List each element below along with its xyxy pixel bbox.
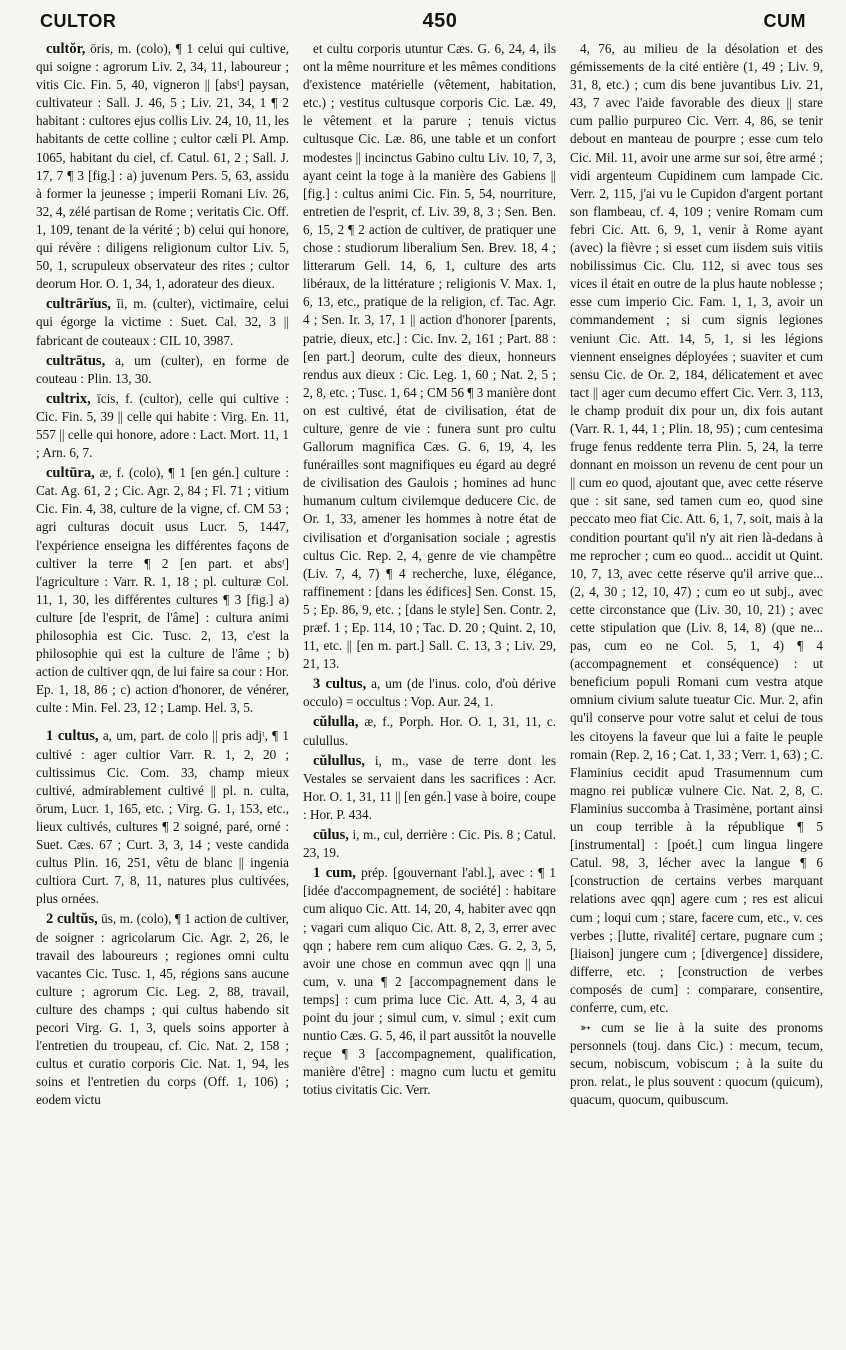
dictionary-entry <box>36 352 289 388</box>
dictionary-entry <box>303 675 556 711</box>
entry-definition: a, um, part. de colo || pris adjᵗ, ¶ 1 cultivé : ager cultior Varr. R. 1, 2, 20 ; cultissimus Cic. Com. 33, champ mieux cultivé, admirablement cultivé || pl. n. culta, ōrum, Lucr. 1, 165, etc. ; Virg. G. 1, 153, etc., lieux cultivés, cultures ¶ 2 soigné, paré, orné : Suet. Cæs. 67 ; Curt. 3, 3, 14 ; veste candida cultus Plin. 16, 251, vêtu de blanc || ingenia cultiora Curt. 7, 8, 11, natures plus cultivées, plus ornées. <box>36 728 289 907</box>
entry-headword: cultūra, <box>46 465 95 482</box>
entry-definition: prép. [gouvernant l'abl.], avec : ¶ 1 [idée d'accompagnement, de société] : habitare cum aliquo Cic. Att. 14, 20, 4, habiter avec qqn ; vagari cum aliquo Cic. Att. 8, 2, 3, errer avec qqn ; habere rem cum aliquo Cæs. G. 2, 3, 5, avoir une chose en commun avec qqn || una cum, v. una ¶ 2 [accompagnement dans le temps] : cum prima luce Cic. Att. 4, 3, 4 au point du jour ; simul cum, v. simul ; exit cum nuntio Cæs. G. 5, 46, il part aussitôt la nouvelle reçue ¶ 3 [accompagnement, qualification, manière d'être] : magno cum luctu et gemitu totius civitatis Cic. Verr. <box>303 865 556 1098</box>
entry-definition: a, um (de l'inus. colo, d'où dérive occulo) = occultus : Vop. Aur. 24, 1. <box>303 676 556 710</box>
entry-definition: īcis, f. (cultor), celle qui cultive : Cic. Fin. 5, 39 || celle qui habite : Virg. En. 11, 557 || celle qui honore, adore : Lact. Mort. 11, 1 ; Arn. 6, 7. <box>36 390 289 461</box>
dictionary-entry <box>303 864 556 1099</box>
entry-headword: cŭlulla, <box>313 714 359 731</box>
dictionary-entry <box>303 40 556 673</box>
entry-headword: 2 cultŭs, <box>46 911 98 928</box>
entry-headword: cultrārĭus, <box>46 296 111 313</box>
dictionary-entry <box>36 390 289 462</box>
dictionary-entry <box>303 713 556 749</box>
dictionary-entry <box>303 826 556 862</box>
entry-definition: a, um (culter), en forme de couteau : Plin. 13, 30. <box>36 352 289 386</box>
page-number: 450 <box>422 9 458 32</box>
entry-definition: 4, 76, au milieu de la désolation et des gémissements de la cité entière (1, 49 ; Liv. 9, 31, 8, etc.) ; cum dis bene juvantibus Liv. 21, 43, 7 avec l'aide favorable des dieux || stare cum pallio purpureo Cic. Verr. 4, 86, se tenir debout en manteau de pourpre ; esse cum telo Cic. Mil. 11, avoir une arme sur soi, être armé ; vidi argenteum Cupidinem cum lampade Cic. Verr. 2, 115, j'ai vu le Cupidon d'argent portant son flambeau, cf. 4, 109 ; venire Romam cum febri Cic. Att. 6, 9, 1, venir à Rome ayant (avec) la fièvre ; si esset cum iisdem suis vitiis nobilissimus Cic. Clu. 112, si avec tous ses vices il était en outre de la plus haute noblesse ; esse cum imperio Cic. Fam. 1, 1, 3, avoir un commandement ; si cum signis legiones veniunt Cic. Att. 14, 5, 1, si les légions viennent enseignes déployées ; suaviter et cum sensu Cic. de Or. 2, 184, délicatement et avec tact || ager cum decumo effert Cic. Verr. 3, 113, le champ produit dix pour un, dix fois autant (Varr. R. 1, 44, 1 ; Plin. 18, 95) ; cum centesima fruge fenus reddente terra Plin. 5, 24, la terre donnant en moisson un revenu de cent pour un || cum eo quod, ajoutant que, avec cette réserve que : sit sane, sed tamen cum eo, quod sine peccato meo fiat Cic. Att. 6, 1, 7, soit, mais à la condition pourtant qu'il n'y ait rien là-dedans à me reprocher ; cum eo quod... accidit ut Quint. 10, 7, 13, avec cette réserve qu'il arrive que... (2, 4, 30 ; 12, 10, 47) ; cum eo ut subj., avec cette circonstance que (Liv. 30, 10, 21) ; avec cette stipulation que (Liv. 8, 14, 8) (que ne... pas, cum eo ne Col. 5, 1, 4) ¶ 4 (accompagnement et conséquence) : ut beneficium populi Romani cum vestra atque omnium civium salute tueatur Cic. Mur. 2, afin qu'il conserve pour votre salut et celui de tous les citoyens la faveur que lui a faite le peuple romain (Rep. 2, 16 ; Cat. 1, 33 ; Verr. 1, 63) ; C. Flaminius cecidit apud Trasumennum cum magno rei publicæ vulnere Cic. Nat. 2, 8, C. Flaminius succomba à Trasimène, portant ainsi un coup terrible à la république ¶ 5 [instrumental] : [poét.] cum lingua lingere Catul. 98, 3, lécher avec la langue ¶ 6 [construction de certains verbes marquant relations avec qqn] agere cum ; res est alicui cum ; loqui cum ; stare, facere cum, etc., v. ces verbes ; [lutte, rivalité] certare, pugnare cum ; [liaison] jungere cum ; [divergence] dissidere, differre, etc. ; [construction de verbes composés de cum] : comparare, consentire, conferre, cum, etc. <box>570 41 823 1015</box>
column-1 <box>36 40 289 1330</box>
column-3 <box>570 40 823 1330</box>
entry-definition: ōris, m. (colo), ¶ 1 celui qui cultive, qui soigne : agrorum Liv. 2, 34, 11, laboureur ; vitis Cic. Fin. 5, 40, vigneron || [absᵗ] paysan, cultivateur : Sall. J. 46, 5 ; Liv. 21, 34, 1 ¶ 2 habitant : cultores ejus collis Liv. 24, 10, 11, les habitants de cette colline ; cultor cæli Pl. Amp. 1065, habitant du ciel, cf. Catul. 61, 2 ; Sall. J. 17, 7 ¶ 3 [fig.] : a) juvenum Pers. 5, 63, assidu à former la jeunesse ; imperii Romani Liv. 26, 32, 4, zélé partisan de Rome ; veritatis Cic. Off. 1, 109, tenant de la vérité ; b) celui qui honore, qui révère : diligens religionum cultor Liv. 5, 50, 1, scrupuleux observateur des rites ; cultor deorum Hor. O. 1, 34, 1, adorateur des dieux. <box>36 41 289 292</box>
entry-definition: ➳ cum se lie à la suite des pronoms personnels (touj. dans Cic.) : mecum, tecum, secum, nobiscum, vobiscum ; à la suite du pron. relat., le plus souvent : quocum (quicum), quacum, quocum, quibuscum. <box>570 1020 823 1108</box>
entry-definition: i, m., vase de terre dont les Vestales se servaient dans les sacrifices : Acr. Hor. O. 1, 31, 11 || [en gén.] vase à boire, coupe : Hor. P. 434. <box>303 752 556 822</box>
dictionary-entry <box>36 727 289 908</box>
entry-definition: æ, f., Porph. Hor. O. 1, 31, 11, c. culullus. <box>303 714 556 748</box>
left-guide-word: CULTOR <box>40 10 117 31</box>
entry-headword: cultŏr, <box>46 41 86 57</box>
entry-headword: 1 cultus, <box>46 728 99 745</box>
page-header <box>40 6 806 36</box>
entry-definition: i, m., cul, derrière : Cic. Pis. 8 ; Catul. 23, 19. <box>303 827 556 861</box>
right-guide-word: CUM <box>763 10 806 31</box>
entry-headword: cultrix, <box>46 390 91 407</box>
columns <box>36 40 824 1330</box>
entry-definition: ūs, m. (colo), ¶ 1 action de cultiver, de soigner : agricolarum Cic. Agr. 2, 26, le travail des laboureurs ; regiones omni cultu vacantes Cic. Tusc. 1, 45, régions sans aucune culture ; agrorum Cic. Leg. 2, 88, travail, culture des champs ; qui cultus habendo sit pecori Virg. G. 1, 3, quels soins apporter à l'entretien du troupeau, cf. Cic. Nat. 2, 158 ; cultus et curatio corporis Cic. Nat. 1, 94, les soins et l'entretien du corps (Off. 1, 106) ; eodem victu <box>36 911 289 1108</box>
dictionary-entry <box>36 295 289 349</box>
dictionary-entry <box>303 752 556 824</box>
entry-headword: cūlus, <box>313 827 349 844</box>
entry-definition: ĭi, m. (culter), victimaire, celui qui égorge la victime : Suet. Cal. 32, 3 || fabricant de couteaux : CIL 10, 3987. <box>36 296 289 348</box>
dictionary-entry <box>36 464 289 717</box>
entry-headword: 1 cum, <box>313 865 356 882</box>
entry-headword: cultrātus, <box>46 352 106 369</box>
dictionary-entry <box>36 40 289 293</box>
entry-definition: æ, f. (colo), ¶ 1 [en gén.] culture : Cat. Ag. 61, 2 ; Cic. Agr. 2, 84 ; Fl. 71 ; vitium Cic. Fin. 4, 38, culture de la vigne, cf. CM 53 ; agri culturas docuit usus Lucr. 5, 1447, l'expérience enseigna les différentes façons de cultiver la terre ¶ 2 [en part. et absᵗ] l'agriculture : Varr. R. 1, 18 ; pl. culturæ Col. 11, 1, 30, les différentes cultures ¶ 3 [fig.] a) culture [de l'esprit, de l'âme] : cultura animi philosophia est Cic. Tusc. 2, 13, c'est la philosophie qui est la culture de l'âme ; b) action de cultiver qqn, de lui faire sa cour : Hor. Ep. 1, 18, 86 ; c) action d'honorer, de vénérer, culte : Min. Fel. 23, 12 ; Lamp. Hel. 3, 5. <box>36 465 289 716</box>
entry-headword: 3 cultus, <box>313 676 367 693</box>
column-2 <box>303 40 556 1330</box>
entry-definition: et cultu corporis utuntur Cæs. G. 6, 24, 4, ils ont la même nourriture et les mêmes conditions d'existence matérielle (vêtement, habitation, etc.) ; vestitus cultusque corporis Cic. Læ. 49, le vêtement et la parure ; tenuis victus cultusque Cic. Læ. 86, une table et un confort modestes || incinctus Gabino cultu Liv. 10, 7, 3, ayant ceint la toge à la manière des Gabiens || [fig.] : cultus animi Cic. Fin. 5, 54, nourriture, entretien de l'esprit, cf. Liv. 39, 8, 3 ; Sen. Ben. 6, 15, 2 ¶ 2 action de cultiver, de pratiquer une chose : studiorum liberalium Sen. Brev. 18, 4 ; litterarum Gell. 14, 6, 1, culture des arts libéraux, de la littérature ; religionis V. Max. 1, 6, 13, etc., pratique de la religion, cf. Tac. Agr. 4 ; Sen. Ir. 3, 17, 1 || action d'honorer [parents, patrie, dieux, etc.] : Cic. Inv. 2, 161 ; Part. 88 : [en part.] deorum, culte des dieux, honneurs rendus aux dieux : Cic. Leg. 1, 60 ; Nat. 2, 5 ; 2, 8, etc. ; Tusc. 1, 64 ; CM 56 ¶ 3 manière dont on est cultivé, état de civilisation, état de culture, genre de vie : funera sunt pro cultu Gallorum magnifica Cæs. G. 6, 19, 4, les funérailles sont magnifiques eu égard au degré de civilisation des Gaulois ; homines ad hunc humanum cultum civilemque deducere Cic. de Or. 1, 33, amener les hommes à notre état de civilisation et d'organisation sociale ; agrestis cultus Cic. Rep. 2, 4, genre de vie champêtre (Liv. 7, 4, 7) ¶ 4 recherche, luxe, élégance, raffinement : [dans les édifices] Sen. Const. 15, 5 ; Ep. 86, 9, etc. ; [dans le style] Sen. Contr. 2, præf. 1 ; Ep. 114, 10 ; Tac. D. 20 ; Quint. 2, 10, 11, etc. || [en m. part.] Sall. C. 13, 3 ; Liv. 29, 21, 13. <box>303 41 556 672</box>
usage-note <box>570 1019 823 1109</box>
entry-headword: cŭlullus, <box>313 752 365 769</box>
dictionary-entry <box>36 910 289 1109</box>
dictionary-entry <box>570 40 823 1017</box>
